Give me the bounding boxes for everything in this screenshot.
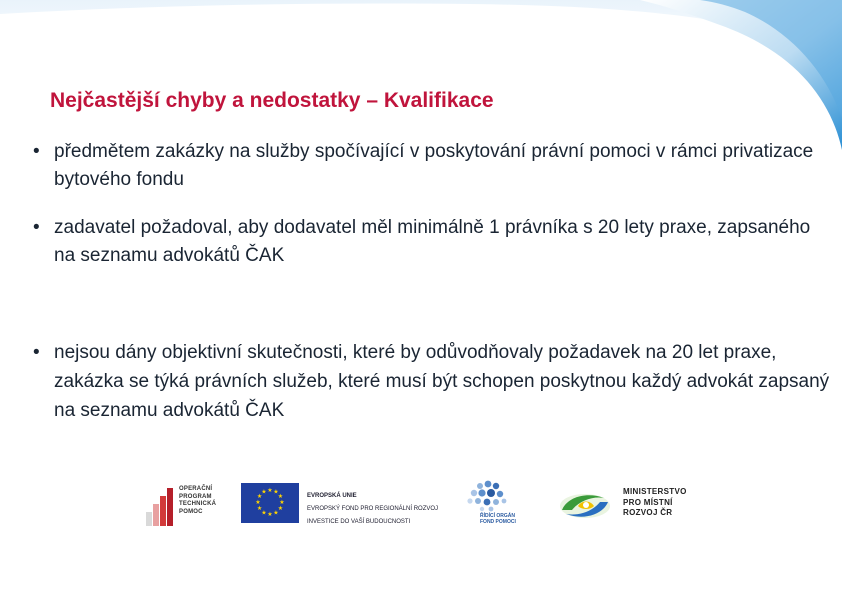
svg-text:★: ★ bbox=[261, 488, 267, 496]
op-technical-assistance-logo bbox=[146, 484, 241, 526]
bullet-item: • zadavatel požadoval, aby dodavatel měl minimálně 1 právníka s 20 lety praxe, zapsaného na seznamu advokátů ČAK bbox=[33, 214, 833, 270]
ministry-text: MINISTERSTVO PRO MÍSTNÍ ROZVOJ ČR bbox=[623, 487, 687, 517]
dots-logo-icon bbox=[462, 480, 544, 514]
eu-title: EVROPSKÁ UNIE bbox=[307, 493, 357, 499]
svg-text:★: ★ bbox=[261, 509, 267, 517]
eu-flag-icon bbox=[241, 483, 299, 523]
svg-text:★: ★ bbox=[256, 505, 263, 512]
svg-text:★: ★ bbox=[277, 505, 284, 512]
svg-text:★: ★ bbox=[273, 509, 279, 517]
op-logo-text: OPERAČNÍ PROGRAM TECHNICKÁ POMOC bbox=[179, 486, 217, 515]
eu-slogan: INVESTICE DO VAŠÍ BUDOUCNOSTI bbox=[307, 519, 411, 525]
svg-text:★: ★ bbox=[267, 511, 273, 518]
svg-text:★: ★ bbox=[277, 493, 284, 500]
ministry-emblem-icon bbox=[558, 488, 612, 522]
bar-chart-logo-icon bbox=[146, 484, 176, 526]
bullet-list bbox=[33, 138, 833, 425]
bullet-item: • předmětem zakázky na služby spočívající v poskytování právní pomoci v rámci privatizace bytového fondu bbox=[33, 138, 833, 194]
svg-text:★: ★ bbox=[255, 499, 261, 506]
managing-authority-logo bbox=[462, 480, 544, 526]
eu-fund-name: EVROPSKÝ FOND PRO REGIONÁLNÍ ROZVOJ bbox=[307, 506, 439, 512]
bullet-item: • nejsou dány objektivní skutečnosti, které by odůvodňovaly požadavek na 20 let praxe, zakázka se týká právních služeb, které musí být schopen poskytnou každý advokát zapsaný na seznamu advokátů ČAK bbox=[33, 338, 833, 425]
svg-text:★: ★ bbox=[279, 499, 285, 506]
managing-authority-text: ŘÍDÍCÍ ORGÁN FOND POMOCI bbox=[480, 513, 516, 525]
slide-title: Nejčastější chyby a nedostatky – Kvalifikace bbox=[50, 89, 494, 112]
header-swoosh-decoration bbox=[0, 0, 842, 160]
svg-text:★: ★ bbox=[256, 493, 263, 500]
footer-logos bbox=[0, 480, 842, 530]
eu-text-block bbox=[307, 490, 438, 529]
svg-text:★: ★ bbox=[267, 487, 273, 494]
svg-text:★: ★ bbox=[273, 488, 279, 496]
